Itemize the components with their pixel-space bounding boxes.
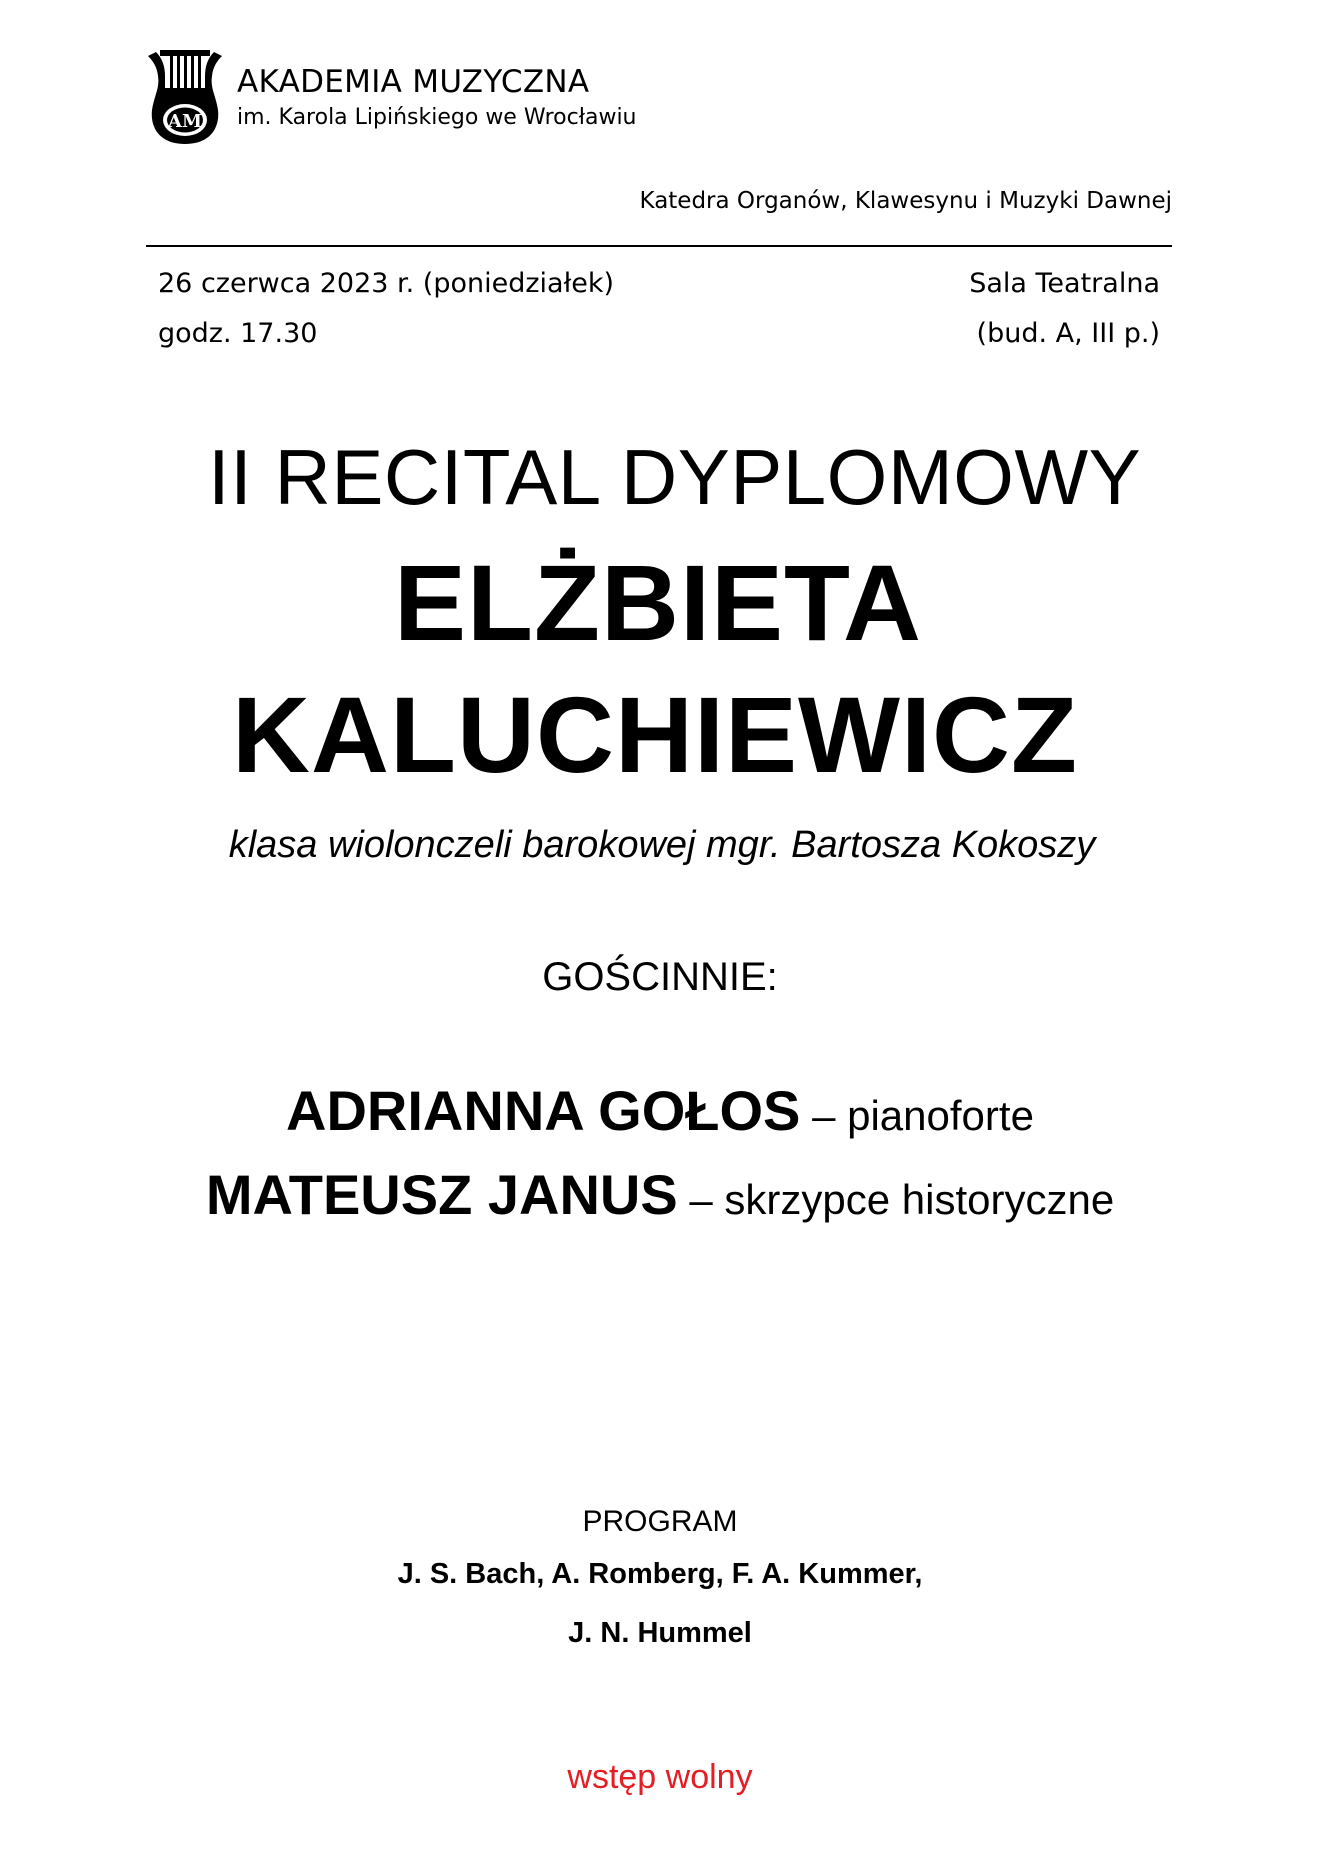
guest-name: ADRIANNA GOŁOS — [286, 1079, 801, 1142]
performer-last-name: KALUCHIEWICZ — [232, 674, 1078, 795]
class-line: klasa wiolonczeli barokowej mgr. Bartosza Kokoszy — [228, 824, 1096, 866]
department-name: Katedra Organów, Klawesynu i Muzyki Dawnej — [639, 188, 1172, 214]
guests-heading: GOŚCINNIE: — [542, 955, 778, 999]
event-building: (bud. A, III p.) — [976, 318, 1160, 349]
recital-title: II RECITAL DYPLOMOWY — [208, 433, 1142, 521]
guest-role: – skrzypce historyczne — [677, 1176, 1115, 1223]
event-date: 26 czerwca 2023 r. (poniedziałek) — [158, 268, 615, 299]
program-line: J. S. Bach, A. Romberg, F. A. Kummer, — [397, 1558, 923, 1590]
event-venue: Sala Teatralna — [969, 268, 1160, 299]
lyre-logo-icon — [146, 48, 224, 148]
guest-role: – pianoforte — [800, 1092, 1034, 1139]
header-divider — [146, 245, 1172, 247]
logo-monogram: AM — [168, 111, 202, 132]
program-line: J. N. Hummel — [568, 1617, 752, 1649]
performer-first-name: ELŻBIETA — [394, 542, 922, 663]
guest-name: MATEUSZ JANUS — [205, 1163, 678, 1226]
program-heading: PROGRAM — [582, 1505, 738, 1538]
admission-note: wstęp wolny — [567, 1758, 753, 1796]
event-time: godz. 17.30 — [158, 318, 318, 349]
guest-line — [0, 1078, 1320, 1143]
institution-name: AKADEMIA MUZYCZNA — [237, 64, 590, 100]
institution-subtitle: im. Karola Lipińskiego we Wrocławiu — [237, 105, 637, 130]
guest-line — [0, 1162, 1320, 1227]
